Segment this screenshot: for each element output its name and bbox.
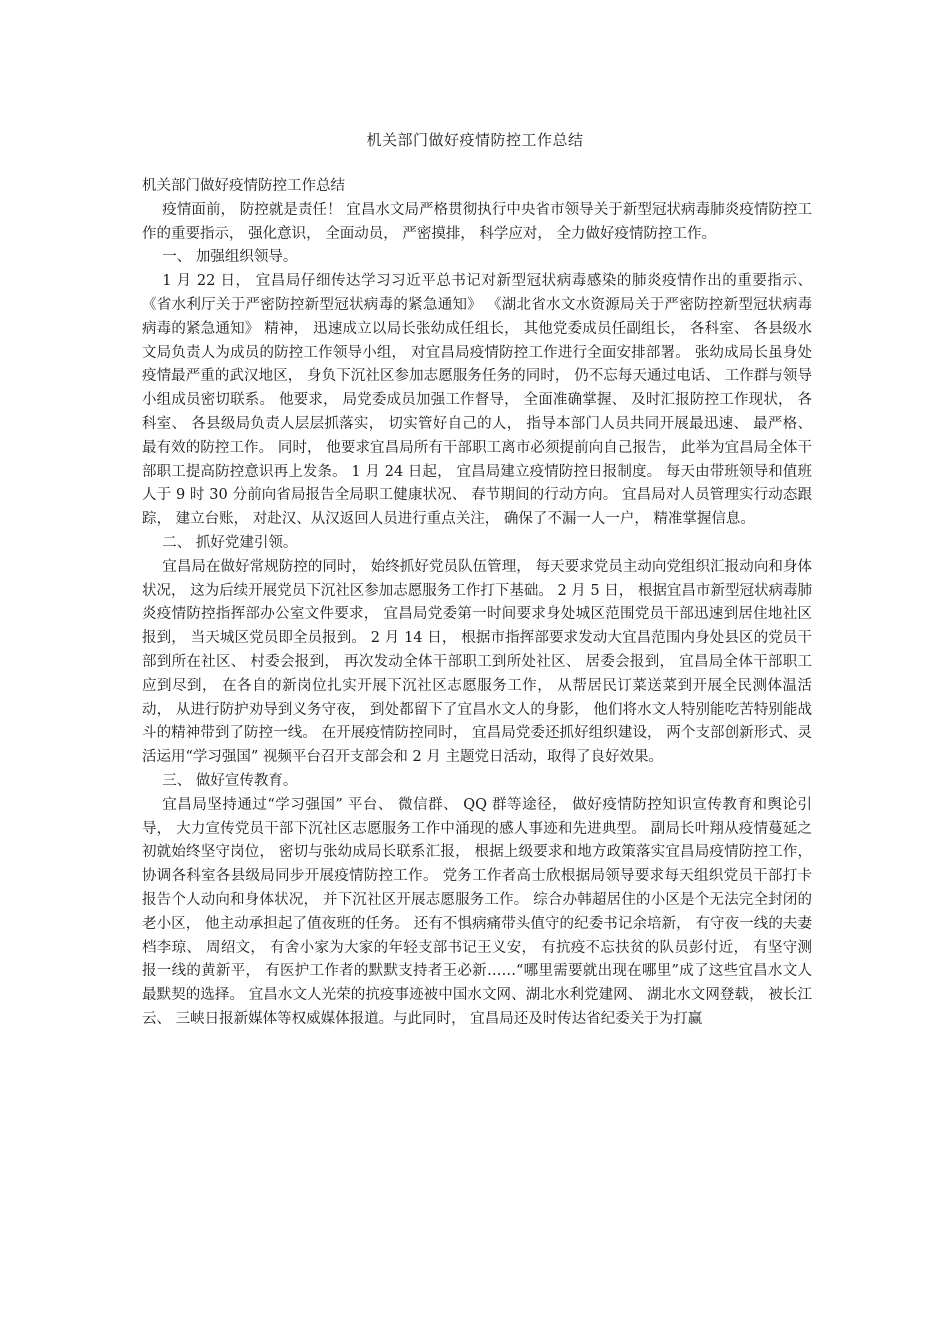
- paragraph-section-1: 1 月 22 日， 宜昌局仔细传达学习习近平总书记对新型冠状病毒感染的肺炎疫情作出的重要指示、 《省水利厅关于严密防控新型冠状病毒的紧急通知》 《湖北省水文水资源局关于严密防控新型冠状病毒病毒的紧急通知》 精神， 迅速成立以局长张幼成任组长， 其他党委成员任副组长， 各科室、 各县级水文局负责人为成员的防控工作领导小组， 对宜昌局疫情防控工作进行全面安排部署。 张幼成局长虽身处疫情最严重的武汉地区， 身负下沉社区参加志愿服务任务的同时， 仍不忘每天通过电话、 工作群与领导小组成员密切联系。 他要求， 局党委成员加强工作督导， 全面准确掌握、 及时汇报防控工作现状， 各科室、 各县级局负责人层层抓落实， 切实管好自己的人， 指导本部门人员共同开展最迅速、 最严格、 最有效的防控工作。 同时， 他要求宜昌局所有干部职工离市必须提前向自己报告， 此举为宜昌局全体干部职工提高防控意识再上发条。 1 月 24 日起， 宜昌局建立疫情防控日报制度。 每天由带班领导和值班人于 9 时 30 分前向省局报告全局职工健康状况、 春节期间的行动方向。 宜昌局对人员管理实行动态跟踪， 建立台账， 对赴汉、从汉返回人员进行重点关注， 确保了不漏一人一户， 精准掌握信息。: [142, 273, 812, 528]
- document-body: [142, 175, 812, 1032]
- section-heading-2: 二、 抓好党建引领。: [162, 534, 298, 551]
- section-heading-1: 一、 加强组织领导。: [162, 249, 298, 266]
- paragraph-intro: 疫情面前， 防控就是责任！ 宜昌水文局严格贯彻执行中央省市领导关于新型冠状病毒肺炎疫情防控工作的重要指示， 强化意识， 全面动员， 严密摸排， 科学应对， 全力做好疫情防控工作。: [142, 201, 812, 242]
- page-title: 机关部门做好疫情防控工作总结: [366, 131, 584, 149]
- section-heading-3: 三、 做好宣传教育。: [162, 772, 298, 789]
- paragraph-section-3: 宜昌局坚持通过“学习强国” 平台、 微信群、 QQ 群等途径， 做好疫情防控知识宣传教育和舆论引导， 大力宣传党员干部下沉社区志愿服务工作中涌现的感人事迹和先进典型。 副局长叶翔从疫情蔓延之初就始终坚守岗位， 密切与张幼成局长联系汇报， 根据上级要求和地方政策落实宜昌局疫情防控工作， 协调各科室各县级局同步开展疫情防控工作。 党务工作者高士欣根据局领导要求每天组织党员干部打卡报告个人动向和身体状况， 并下沉社区开展志愿服务工作。 综合办韩超居住的小区是个无法完全封闭的老小区， 他主动承担起了值夜班的任务。 还有不惧病痛带头值守的纪委书记余培新， 有守夜一线的夫妻档李琼、 周绍文， 有舍小家为大家的年轻支部书记王义安， 有抗疫不忘扶贫的队员彭付近， 有坚守测报一线的黄新平， 有医护工作者的默默支持者王必新……“哪里需要就出现在哪里”成了这些宜昌水文人最默契的选择。 宜昌水文人光荣的抗疫事迹被中国水文网、湖北水利党建网、 湖北水文网登载， 被长江云、 三峡日报新媒体等权威媒体报道。与此同时， 宜昌局还及时传达省纪委关于为打赢: [142, 796, 812, 1027]
- paragraph-section-2: 宜昌局在做好常规防控的同时， 始终抓好党员队伍管理， 每天要求党员主动向党组织汇报动向和身体状况， 这为后续开展党员下沉社区参加志愿服务工作打下基础。 2 月 5 日， 根据宜昌市新型冠状病毒肺炎疫情防控指挥部办公室文件要求， 宜昌局党委第一时间要求身处城区范围党员干部迅速到居住地社区报到， 当天城区党员即全员报到。 2 月 14 日， 根据市指挥部要求发动大宜昌范围内身处县区的党员干部到所在社区、 村委会报到， 再次发动全体干部职工到所处社区、 居委会报到， 宜昌局全体干部职工应到尽到， 在各自的新岗位扎实开展下沉社区志愿服务工作， 从帮居民订菜送菜到开展全民测体温活动， 从进行防护劝导到义务守夜， 到处都留下了宜昌水文人的身影， 他们将水文人特别能吃苦特别能战斗的精神带到了防控一线。 在开展疫情防控同时， 宜昌局党委还抓好组织建设， 两个支部创新形式、灵活运用“学习强国” 视频平台召开支部会和 2 月 主题党日活动，取得了良好效果。: [142, 558, 812, 766]
- document-subtitle: 机关部门做好疫情防控工作总结: [142, 178, 345, 194]
